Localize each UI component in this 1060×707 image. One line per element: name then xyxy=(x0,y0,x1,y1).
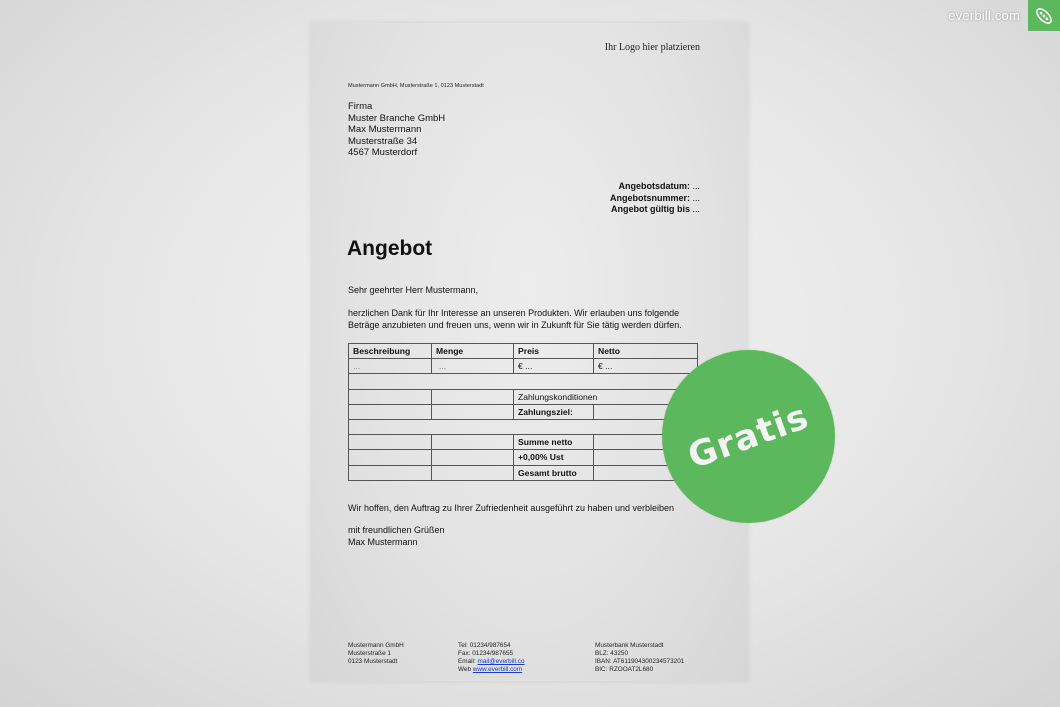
footer-fax: Fax: 01234/987655 xyxy=(458,650,514,657)
empty-cell xyxy=(349,389,432,404)
table-row xyxy=(349,465,698,480)
footer-line: BIC: RZOOAT2L680 xyxy=(595,666,654,673)
gratis-badge xyxy=(662,350,835,523)
brand-bar xyxy=(948,0,1060,31)
empty-cell xyxy=(432,450,514,465)
footer-line: Mustermann GmbH xyxy=(348,642,404,649)
brand-name[interactable]: everbill.com xyxy=(948,8,1020,23)
recipient-line: Muster Branche GmbH xyxy=(348,112,446,124)
table-row xyxy=(349,450,698,465)
badge-text: Gratis xyxy=(682,396,815,477)
regards xyxy=(348,525,445,548)
offer-document xyxy=(311,23,748,681)
table-row xyxy=(349,389,698,404)
offer-number xyxy=(610,193,700,205)
intro-text xyxy=(348,307,728,331)
empty-cell xyxy=(349,465,432,480)
cell-description: ... xyxy=(349,359,432,374)
footer-company xyxy=(348,642,404,666)
total-gross-label xyxy=(514,465,594,480)
empty-cell xyxy=(349,450,432,465)
payment-due-label xyxy=(514,404,594,419)
table-row xyxy=(349,404,698,419)
cell-quantity: ... xyxy=(432,359,514,374)
footer-email xyxy=(458,658,525,666)
footer-contact xyxy=(458,642,525,674)
regards-line: mit freundlichen Grüßen xyxy=(348,525,445,535)
header-net: Netto xyxy=(594,344,698,359)
signature: Max Mustermann xyxy=(348,536,418,547)
table-spacer-row xyxy=(349,419,698,434)
peapod-icon[interactable] xyxy=(1028,0,1060,31)
header-description: Beschreibung xyxy=(349,344,432,359)
footer-bank xyxy=(595,642,684,674)
header-quantity: Menge xyxy=(432,344,514,359)
sender-line: Mustermann GmbH, Musterstraße 1, 0123 Musterstadt xyxy=(348,83,484,89)
items-table xyxy=(348,343,698,481)
sum-net-label xyxy=(514,435,594,450)
salutation: Sehr geehrter Herr Mustermann, xyxy=(348,285,479,295)
tax-text: +0,00% Ust xyxy=(518,452,564,463)
payment-due-text: Zahlungsziel: xyxy=(518,406,573,417)
header-price: Preis xyxy=(514,344,594,359)
empty-cell xyxy=(432,404,514,419)
tax-label xyxy=(514,450,594,465)
total-gross-text: Gesamt brutto xyxy=(518,467,577,478)
email-link[interactable]: mail@everbill.co xyxy=(477,658,525,665)
offer-date-value: ... xyxy=(692,181,700,191)
cell-price: € ... xyxy=(514,359,594,374)
intro-line: herzlichen Dank für Ihr Interesse an unseren Produkten. Wir erlauben uns folgende xyxy=(348,308,680,318)
sum-net-text: Summe netto xyxy=(518,437,573,448)
empty-cell xyxy=(432,465,514,480)
empty-cell xyxy=(349,435,432,450)
offer-meta xyxy=(610,181,700,216)
web-label: Web xyxy=(458,666,473,673)
footer-line: Musterbank Musterstadt xyxy=(595,642,664,649)
web-link[interactable]: www.everbill.com xyxy=(472,666,523,673)
offer-valid xyxy=(610,204,700,216)
spacer-cell xyxy=(349,419,698,434)
spacer-cell xyxy=(349,374,698,389)
table-row xyxy=(349,435,698,450)
offer-date xyxy=(610,181,700,193)
email-label: Email: xyxy=(458,658,478,665)
footer-line: Musterstraße 1 xyxy=(348,650,391,657)
footer-line: 0123 Musterstadt xyxy=(348,658,398,665)
offer-number-value: ... xyxy=(692,192,700,203)
recipient-address xyxy=(348,101,445,159)
intro-line: Beträge anzubieten und freuen uns, wenn wir in Zukunft für Sie tätig werden dürfen. xyxy=(348,320,682,330)
offer-valid-value: ... xyxy=(692,204,700,214)
offer-date-label: Angebotsdatum: xyxy=(618,181,690,191)
table-row xyxy=(349,359,698,374)
closing-text: Wir hoffen, den Auftrag zu Ihrer Zufriedenheit ausgeführt zu haben und verbleiben xyxy=(348,503,675,513)
recipient-line: Musterstraße 34 xyxy=(348,135,418,147)
empty-cell xyxy=(349,404,432,419)
offer-number-label: Angebotsnummer: xyxy=(609,192,690,203)
cell-net: € ... xyxy=(594,359,698,374)
recipient-line: Firma xyxy=(348,101,373,112)
table-spacer-row xyxy=(349,374,698,389)
offer-valid-label: Angebot gültig bis xyxy=(610,204,690,214)
empty-cell xyxy=(432,435,514,450)
recipient-line: Max Mustermann xyxy=(348,124,422,135)
footer-tel: Tel: 01234/987654 xyxy=(458,642,511,649)
logo-placeholder: Ihr Logo hier platzieren xyxy=(604,42,700,53)
footer-web xyxy=(458,666,525,674)
footer-line: IBAN: AT611904300234573201 xyxy=(595,658,685,665)
recipient-line: 4567 Musterdorf xyxy=(348,147,418,158)
footer-line: BLZ: 43250 xyxy=(595,650,629,657)
payment-terms: Zahlungskonditionen xyxy=(514,389,698,404)
table-header-row xyxy=(349,344,698,359)
document-title: Angebot xyxy=(347,237,433,260)
empty-cell xyxy=(432,389,514,404)
